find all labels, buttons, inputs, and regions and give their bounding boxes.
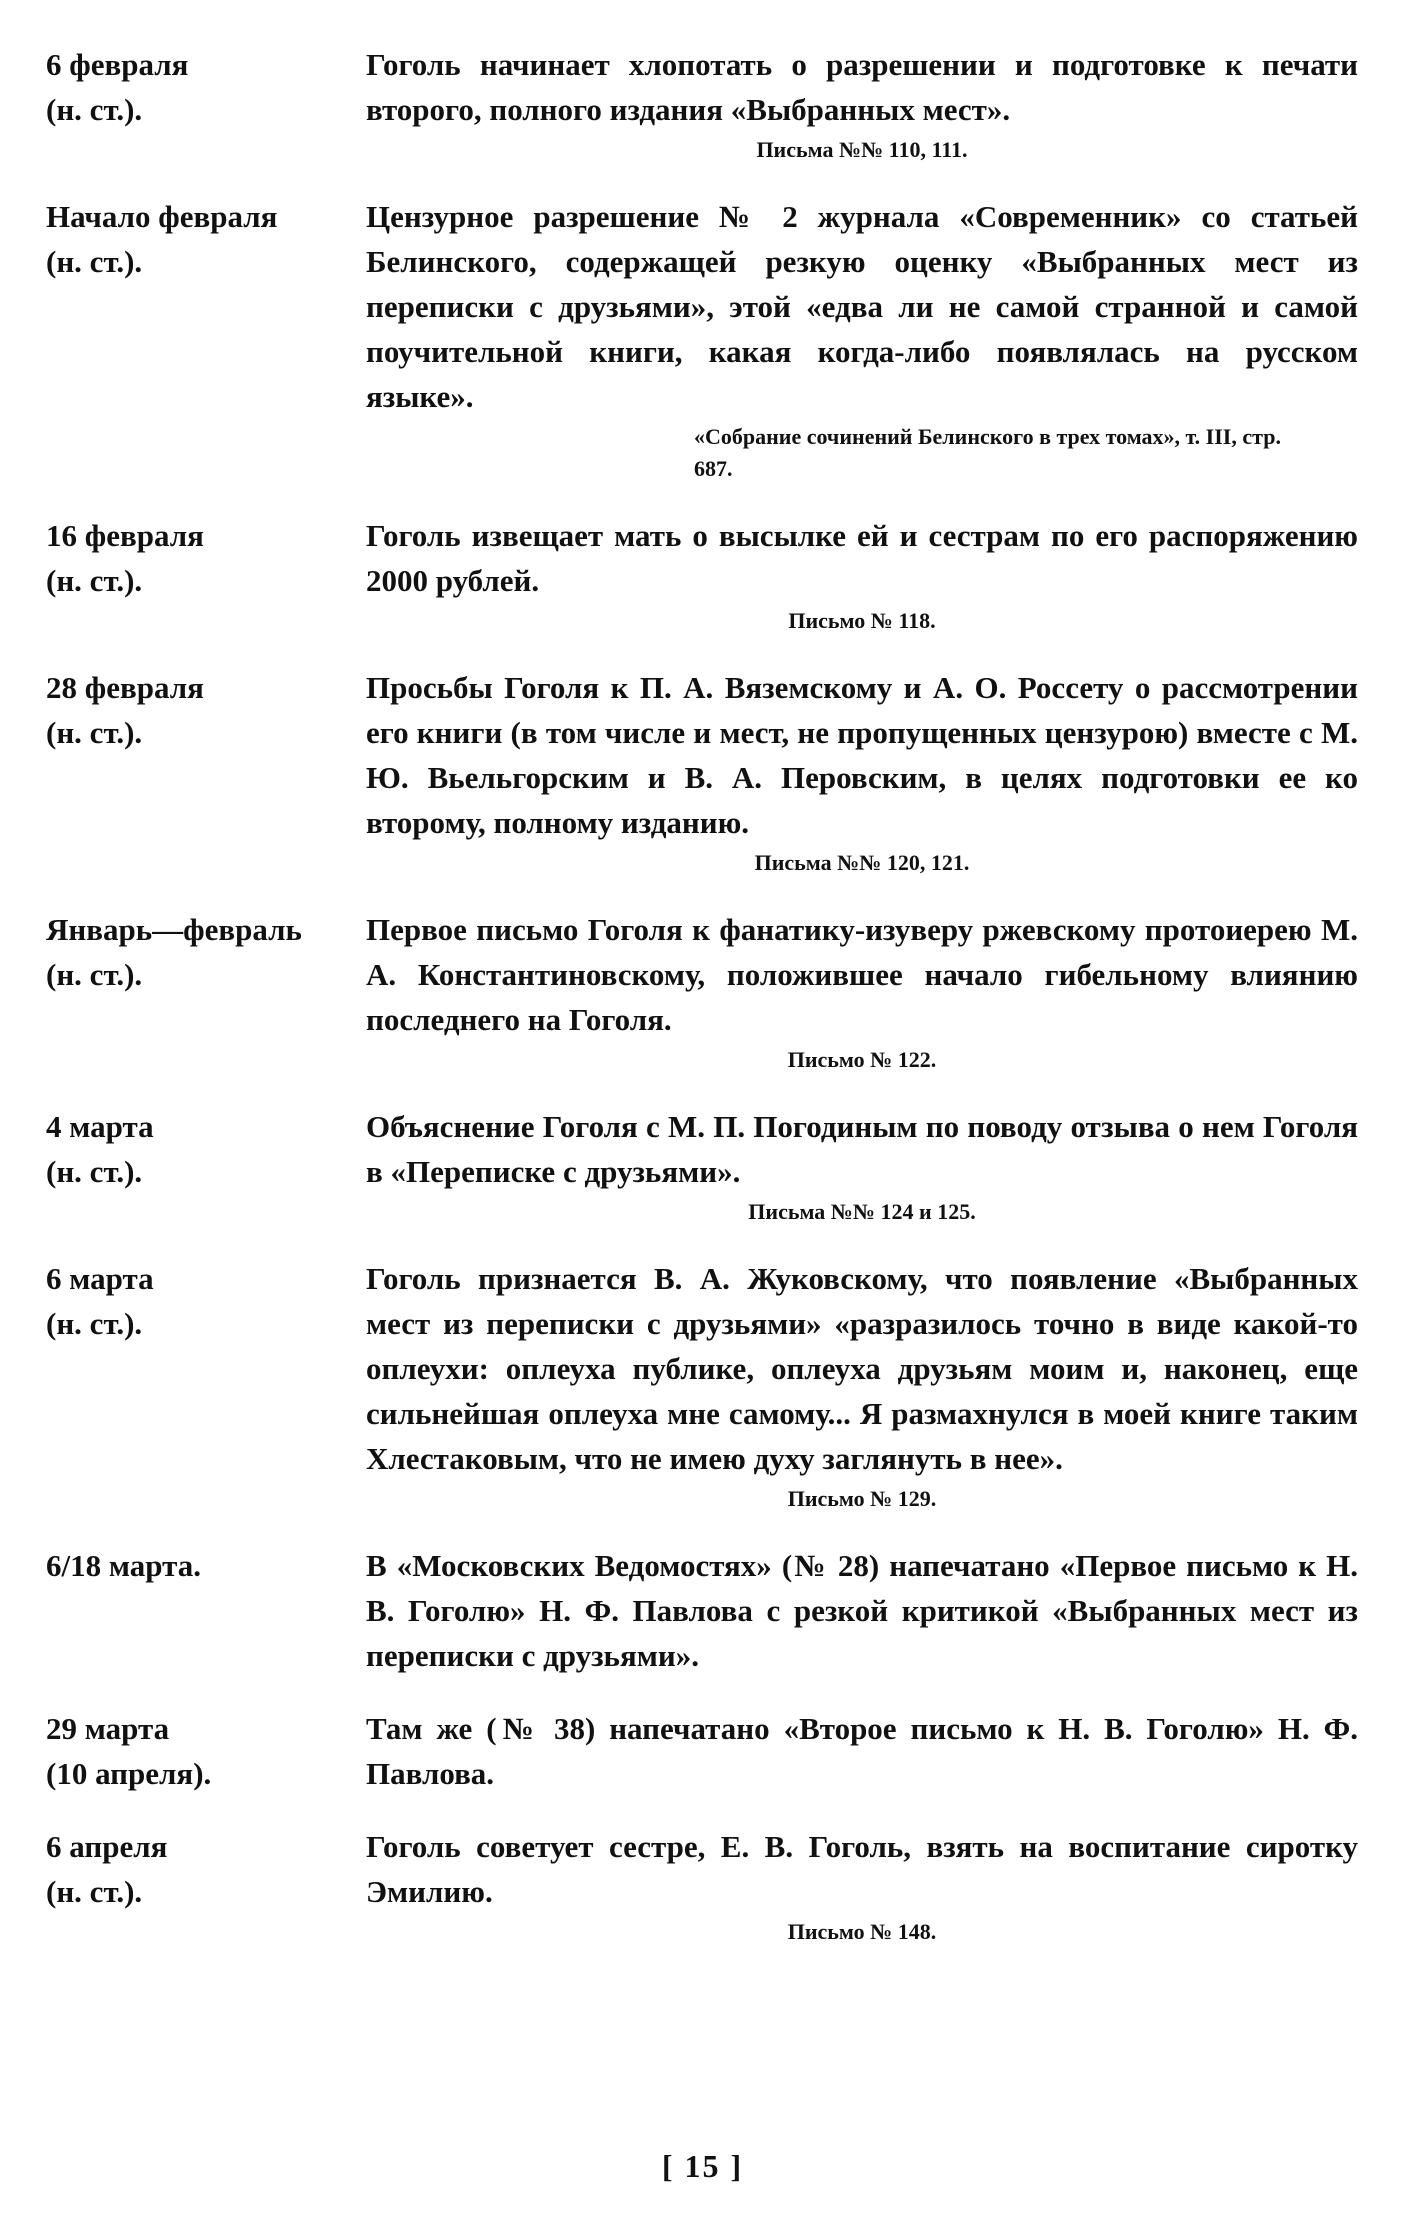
entry-text: Объяснение Гоголя с М. П. Погодиным по поводу отзыва о нем Гоголя в «Переписке с друзьями». (366, 1109, 1358, 1189)
entry-text: Гоголь начинает хлопотать о разрешении и подготовке к печати второго, полного издания «Выбранных мест». (366, 47, 1358, 127)
entry-date: 16 февраля (н. ст.). (46, 518, 204, 598)
chronology-page (46, 42, 1358, 1976)
entry-reference: Письмо № 129. (787, 1486, 937, 1511)
chronology-entry (46, 1256, 1358, 1515)
page-number: [ 15 ] (661, 2148, 744, 2184)
chronology-entry (46, 42, 1358, 166)
entry-reference: Письма №№ 120, 121. (754, 850, 970, 875)
entry-text: В «Московских Ведомостях» (№ 28) напечатано «Первое письмо к Н. В. Гоголю» Н. Ф. Павлова с резкой критикой «Выбранных мест из переписки с друзьями». (366, 1548, 1358, 1673)
chronology-entry (46, 194, 1358, 485)
entry-date: Январь—февраль (н. ст.). (46, 912, 302, 992)
entry-text: Гоголь признается В. А. Жуковскому, что появление «Выбранных мест из переписки с друзьями» «разразилось точно в виде какой-то оплеухи: оплеуха публике, оплеуха друзьям моим и, наконец, еще сильнейшая оплеуха мне самому... Я размахнулся в моей книге таким Хлестаковым, что не имею духу заглянуть в нее». (366, 1261, 1358, 1476)
entry-text: Первое письмо Гоголя к фанатику-изуверу ржевскому протоиерею М. А. Константиновскому, положившее начало гибельному влиянию последнего на Гоголя. (366, 912, 1358, 1037)
entry-reference: Письмо № 148. (787, 1919, 937, 1944)
entry-date: 6/18 марта. (46, 1548, 201, 1583)
entry-body (366, 1706, 1358, 1796)
entry-reference: «Собрание сочинений Белинского в трех томах», т. III, стр. 687. (694, 424, 1281, 481)
entry-date: 6 февраля (н. ст.). (46, 47, 189, 127)
entry-text: Гоголь извещает мать о высылке ей и сестрам по его распоряжению 2000 рублей. (366, 518, 1358, 598)
entry-body (366, 513, 1358, 637)
entry-date: Начало февраля (н. ст.). (46, 199, 278, 279)
entry-body (366, 194, 1358, 485)
entry-body (366, 42, 1358, 166)
entry-text: Там же (№ 38) напечатано «Второе письмо к Н. В. Гоголю» Н. Ф. Павлова. (366, 1711, 1358, 1791)
chronology-entry (46, 1824, 1358, 1948)
entry-text: Цензурное разрешение № 2 журнала «Современник» со статьей Белинского, содержащей резкую оценку «Выбранных мест из переписки с друзьями», этой «едва ли не самой странной и самой поучительной книги, какая когда-либо появлялась на русском языке». (366, 199, 1358, 414)
entry-date: 29 марта (10 апреля). (46, 1711, 212, 1791)
entry-reference: Письма №№ 124 и 125. (748, 1199, 976, 1224)
entry-date: 4 марта (н. ст.). (46, 1109, 154, 1189)
entry-body (366, 1256, 1358, 1515)
entry-body (366, 907, 1358, 1076)
entry-date: 6 марта (н. ст.). (46, 1261, 154, 1341)
chronology-entry (46, 1706, 1358, 1796)
entry-body (366, 1104, 1358, 1228)
entry-text: Просьбы Гоголя к П. А. Вяземскому и А. О. Россету о рассмотрении его книги (в том числе и мест, не пропущенных цензурою) вместе с М. Ю. Вьельгорским и В. А. Перовским, в целях подготовки ее ко второму, полному изданию. (366, 670, 1358, 840)
entry-text: Гоголь советует сестре, Е. В. Гоголь, взять на воспитание сиротку Эмилию. (366, 1829, 1358, 1909)
entry-body (366, 1824, 1358, 1948)
chronology-entry (46, 1543, 1358, 1678)
entry-body (366, 665, 1358, 879)
chronology-entry (46, 907, 1358, 1076)
entry-date: 6 апреля (н. ст.). (46, 1829, 168, 1909)
entry-date: 28 февраля (н. ст.). (46, 670, 204, 750)
entry-reference: Письмо № 122. (787, 1047, 937, 1072)
entry-reference: Письмо № 118. (788, 608, 936, 633)
chronology-entry (46, 665, 1358, 879)
entry-body (366, 1543, 1358, 1678)
chronology-entry (46, 1104, 1358, 1228)
entry-reference: Письма №№ 110, 111. (756, 137, 968, 162)
chronology-entry (46, 513, 1358, 637)
